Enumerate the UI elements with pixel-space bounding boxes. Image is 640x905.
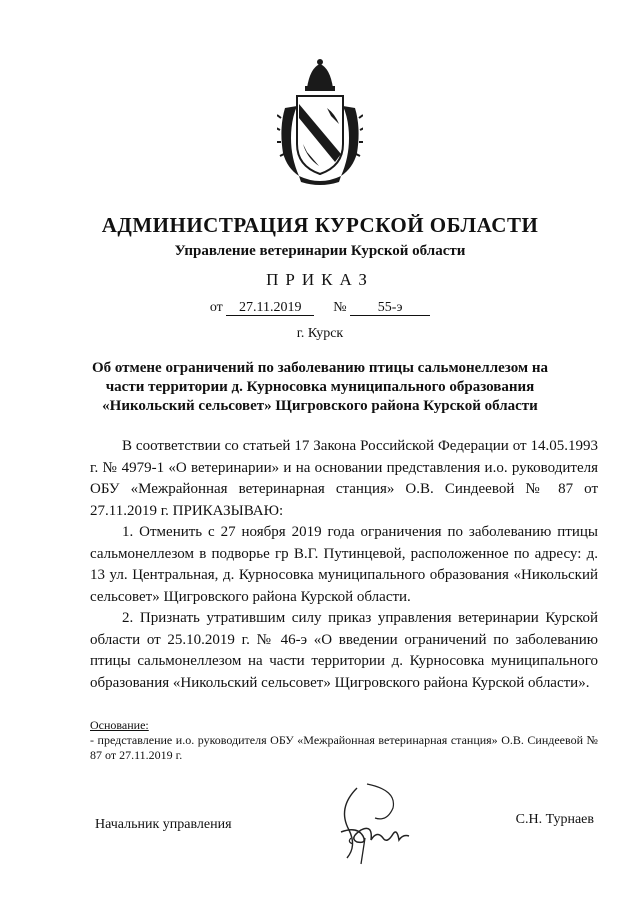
coat-of-arms-icon <box>277 58 363 188</box>
order-preamble: В соответствии со статьей 17 Закона Российской Федерации от 14.05.1993 г. № 4979-1 «О ветеринарии» и на основании представления и.о. руководителя ОБУ «Межрайонная ветеринарная станция» О.В. Синдеевой № 87 от 27.11.2019 г. ПРИКАЗЫВАЮ: <box>90 438 598 519</box>
basis-text: - представление и.о. руководителя ОБУ «Межрайонная ветеринарная станция» О.В. Синдеевой № 87 от 27.11.2019 г. <box>90 733 598 762</box>
date-prefix: от <box>209 300 223 315</box>
order-item-2: 2. Признать утратившим силу приказ управления ветеринарии Курской области от 25.10.2019 г. № 46-э «О введении ограничений по заболеванию птицы сальмонеллезом на части территории д. Курносовка муниципального образования «Никольский сельсовет» Щигровского района Курской области». <box>90 610 598 691</box>
order-body <box>90 436 598 694</box>
order-item-1: 1. Отменить с 27 ноября 2019 года ограничения по заболеванию птицы сальмонеллезом в подворье гр В.Г. Путинцевой, расположенное по адресу: д. 13 ул. Центральная, д. Курносовка муниципального образования «Никольский сельсовет» Щигровского района Курской области. <box>90 524 598 605</box>
department-name: Управление ветеринарии Курской области <box>174 243 466 259</box>
basis-label: Основание: <box>90 718 149 732</box>
signature-image <box>327 778 417 868</box>
basis-section <box>90 718 598 763</box>
order-number: 55-э <box>350 300 430 316</box>
order-date: 27.11.2019 <box>226 300 314 316</box>
city: г. Курск <box>296 326 344 341</box>
document-type: ПРИКАЗ <box>266 270 374 289</box>
order-subject: Об отмене ограничений по заболеванию птицы сальмонеллезом на части территории д. Курносовка муниципального образования «Никольский сельсовет» Щигровского района Курской области <box>91 360 549 414</box>
number-prefix: № <box>333 300 347 315</box>
signer-name: С.Н. Турнаев <box>515 812 594 827</box>
signer-title: Начальник управления <box>95 817 232 832</box>
date-number-line <box>0 300 640 316</box>
organization-title: АДМИНИСТРАЦИЯ КУРСКОЙ ОБЛАСТИ <box>101 213 539 237</box>
